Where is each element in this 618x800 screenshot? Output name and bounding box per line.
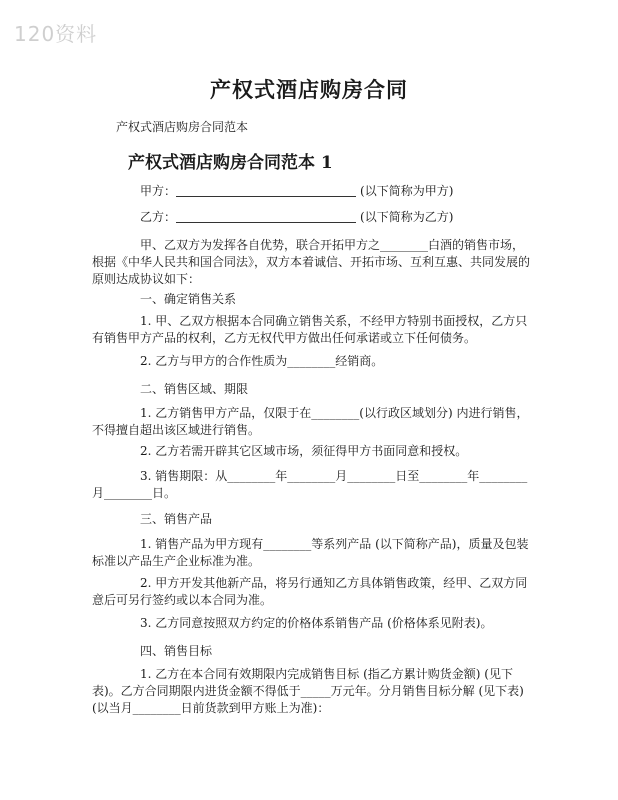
party-b-blank bbox=[176, 210, 356, 223]
clause-1-2: 2. 乙方与甲方的合作性质为________经销商。 bbox=[140, 354, 384, 368]
party-a-blank bbox=[176, 184, 356, 197]
watermark: 120资料 bbox=[14, 22, 98, 46]
heading-3: 三、销售产品 bbox=[140, 512, 213, 526]
party-a-note: (以下简称为甲方) bbox=[360, 184, 454, 198]
clause-2-1: 1. 乙方销售甲方产品，仅限于在________(以行政区域划分) 内进行销售，不得擅自超出该区域进行销售。 bbox=[92, 406, 529, 437]
clause-2-2: 2. 乙方若需开辟其它区域市场，须征得甲方书面同意和授权。 bbox=[140, 444, 468, 458]
document-title: 产权式酒店购房合同 bbox=[210, 77, 408, 102]
heading-2: 二、销售区域、期限 bbox=[140, 382, 249, 396]
intro-paragraph: 甲、乙双方为发挥各自优势，联合开拓甲方之________白酒的销售市场，根据《中华人民共和国合同法》，双方本着诚信、开拓市场、互利互惠、共同发展的原则达成协议如下： bbox=[92, 238, 531, 286]
heading-4: 四、销售目标 bbox=[140, 644, 213, 658]
clause-1-1: 1. 甲、乙双方根据本合同确立销售关系，不经甲方特别书面授权，乙方只有销售甲方产品的权利，乙方无权代甲方做出任何承诺或立下任何债务。 bbox=[92, 314, 528, 345]
clause-4-1: 1. 乙方在本合同有效期限内完成销售目标 (指乙方累计购货金额) (见下表)。乙方合同期限内进货金额不得低于_____万元年。分月销售目标分解 (见下表) (以当月________日前货款到甲方账上为准)： bbox=[92, 667, 524, 715]
clause-3-3: 3. 乙方同意按照双方约定的价格体系销售产品 (价格体系见附表)。 bbox=[140, 616, 493, 630]
party-b-label: 乙方： bbox=[140, 210, 177, 224]
party-b-note: (以下简称为乙方) bbox=[360, 210, 454, 224]
clause-2-3: 3. 销售期限：从________年________月________日至________年________月________日。 bbox=[92, 469, 528, 500]
heading-1: 一、确定销售关系 bbox=[140, 292, 237, 306]
clause-3-1: 1. 销售产品为甲方现有________等系列产品 (以下简称产品)，质量及包装标准以产品生产企业标准为准。 bbox=[92, 537, 529, 568]
section-title: 产权式酒店购房合同范本 1 bbox=[128, 153, 333, 173]
document-subtitle: 产权式酒店购房合同范本 bbox=[116, 120, 249, 134]
clause-3-2: 2. 甲方开发其他新产品，将另行通知乙方具体销售政策，经甲、乙双方同意后可另行签约或以本合同为准。 bbox=[92, 576, 528, 607]
party-b-line bbox=[140, 208, 453, 225]
party-a-line bbox=[140, 182, 453, 199]
party-a-label: 甲方： bbox=[140, 184, 177, 198]
